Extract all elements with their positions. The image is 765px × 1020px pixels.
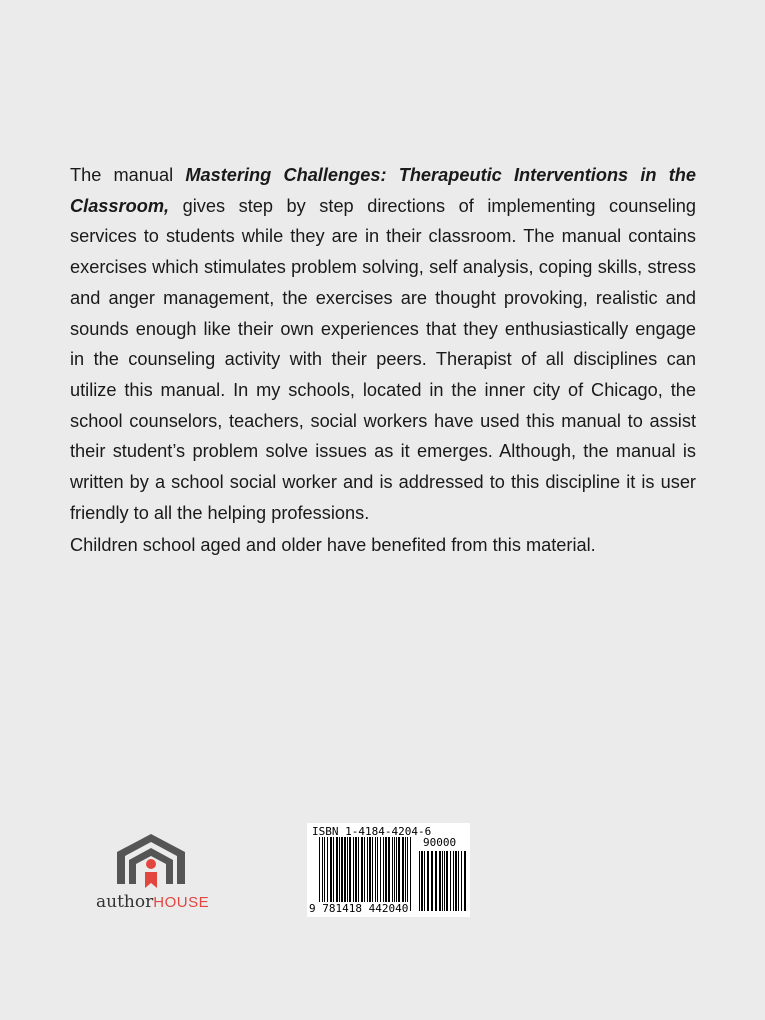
barcode-bar <box>402 837 404 911</box>
barcode-bar <box>464 851 466 911</box>
barcode-bar <box>455 851 457 911</box>
barcode-bar <box>324 837 325 911</box>
barcode-bar <box>367 837 368 911</box>
barcode-bar <box>383 837 384 911</box>
barcode-bar <box>439 851 441 911</box>
book-title: Mastering Challenges: Therapeutic Interventions in the Classroom, <box>70 165 696 216</box>
barcode-bar <box>372 837 373 911</box>
blurb-body: gives step by step directions of implementing counseling services to students while they are in their classroom. The manual contains exercises which stimulates problem solving, self analysis, coping skills, stress and anger management, the exercises are thought provoking, realistic and sounds enough like their own experiences that they enthusiastically engage in the counseling activity with their peers. Therapist of all disciplines can utilize this manual. In my schools, located in the inner city of Chicago, the school counselors, teachers, social workers have used this manual to assist their student’s problem solve issues as it emerges. Although, the manual is written by a school social worker and is addressed to this discipline it is user friendly to all the helping professions. <box>70 195 696 523</box>
barcode-bar <box>435 851 437 911</box>
barcode-bar <box>319 837 320 911</box>
barcode-bar <box>380 837 381 911</box>
barcode-bar <box>424 851 425 911</box>
back-cover-blurb <box>70 160 696 528</box>
barcode-bar <box>419 851 420 911</box>
barcode-bar <box>396 837 397 911</box>
barcode-bar <box>398 837 400 911</box>
barcode-bar <box>361 837 363 911</box>
barcode-bar <box>388 837 390 911</box>
barcode-bar <box>322 837 323 911</box>
barcode-bar <box>421 851 423 911</box>
barcode-bar <box>364 837 365 911</box>
barcode-bar <box>377 837 378 911</box>
barcode-bar <box>353 837 354 911</box>
barcode-bar <box>327 837 328 911</box>
barcode-bar <box>385 837 387 911</box>
isbn-barcode <box>307 823 470 917</box>
barcode-bar <box>375 837 376 911</box>
barcode-bar <box>355 837 357 911</box>
barcode-bar <box>407 837 408 911</box>
barcode-bar <box>427 851 429 911</box>
barcode-bar <box>344 837 346 911</box>
barcode-bar <box>458 851 459 911</box>
barcode-bar <box>461 851 462 911</box>
barcode-bar <box>394 837 395 911</box>
barcode-bar <box>444 851 445 911</box>
barcode-bar <box>347 837 348 911</box>
barcode-bar <box>431 851 433 911</box>
ean-number: 9 781418 442040 <box>309 902 409 915</box>
barcode-bar <box>450 851 451 911</box>
barcode-bar <box>341 837 343 911</box>
barcode-bar <box>442 851 443 911</box>
barcode-bar <box>358 837 359 911</box>
barcode-bar <box>446 851 448 911</box>
barcode-bar <box>333 837 334 911</box>
isbn-label: ISBN 1-4184-4204-6 <box>312 825 432 838</box>
barcode-bar <box>330 837 332 911</box>
barcode-bar <box>405 837 406 911</box>
barcode-bar <box>392 837 393 911</box>
blurb-intro: The manual <box>70 165 186 185</box>
barcode-bar <box>339 837 340 911</box>
barcode-bar <box>410 837 411 911</box>
barcode-bar <box>336 837 338 911</box>
barcode-bar <box>369 837 371 911</box>
price-code: 90000 <box>423 836 457 849</box>
barcode-bar <box>349 837 351 911</box>
publisher-name: authorHOUSE <box>96 892 210 912</box>
blurb-closing: Children school aged and older have benefited from this material. <box>70 535 596 555</box>
barcode-bar <box>453 851 454 911</box>
